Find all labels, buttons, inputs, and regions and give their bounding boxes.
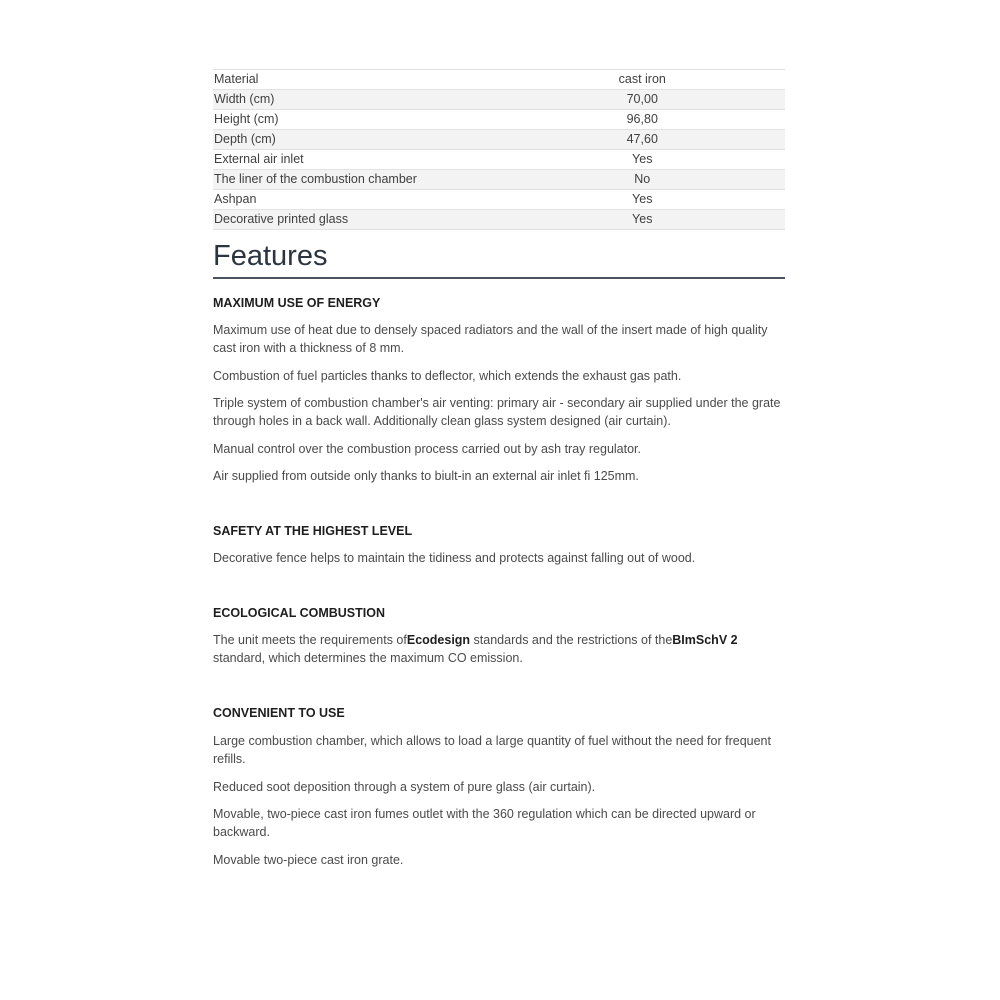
spec-table <box>213 69 785 230</box>
section-heading-energy: MAXIMUM USE OF ENERGY <box>213 296 381 310</box>
paragraph: Triple system of combustion chamber's air venting: primary air - secondary air supplied under the grate through holes in a back wall. Additionally clean glass system designed (air curtain). <box>213 396 781 428</box>
section-heading-ecological: ECOLOGICAL COMBUSTION <box>213 606 385 620</box>
paragraph: Air supplied from outside only thanks to biult-in an external air inlet fi 125mm. <box>213 469 639 483</box>
spec-label: Material <box>214 72 259 86</box>
text: standard, which determines the maximum CO emission. <box>213 651 523 665</box>
spec-value: Yes <box>632 212 653 226</box>
spec-value: Yes <box>632 152 653 166</box>
paragraph-ecodesign <box>213 631 785 667</box>
paragraph: Reduced soot deposition through a system of pure glass (air curtain). <box>213 780 596 794</box>
paragraph: Maximum use of heat due to densely spaced radiators and the wall of the insert made of high quality cast iron with a thickness of 8 mm. <box>213 323 768 355</box>
spec-row <box>213 190 785 210</box>
spec-label: Depth (cm) <box>214 132 276 146</box>
paragraph: Decorative fence helps to maintain the tidiness and protects against falling out of wood. <box>213 551 696 565</box>
spec-row <box>213 150 785 170</box>
bold-term-bimschv: BImSchV 2 <box>672 633 738 647</box>
spec-row <box>213 210 785 230</box>
spec-row <box>213 130 785 150</box>
bold-term-ecodesign: Ecodesign <box>406 633 471 647</box>
spec-label: The liner of the combustion chamber <box>214 172 417 186</box>
paragraph: Movable two-piece cast iron grate. <box>213 853 404 867</box>
spec-value: 47,60 <box>626 132 658 146</box>
spec-value: 70,00 <box>626 92 658 106</box>
features-title: Features <box>213 240 328 272</box>
spec-value: cast iron <box>618 72 666 86</box>
spec-row <box>213 110 785 130</box>
spec-value: 96,80 <box>626 112 658 126</box>
spec-row <box>213 170 785 190</box>
paragraph: Large combustion chamber, which allows to load a large quantity of fuel without the need for frequent refills. <box>213 734 771 766</box>
spec-value: No <box>634 172 651 186</box>
paragraph: Manual control over the combustion process carried out by ash tray regulator. <box>213 442 641 456</box>
paragraph: Movable, two-piece cast iron fumes outlet with the 360 regulation which can be directed upward or backward. <box>213 807 756 839</box>
spec-label: Decorative printed glass <box>214 212 349 226</box>
spec-label: Height (cm) <box>214 112 279 126</box>
spec-row <box>213 90 785 110</box>
section-heading-safety: SAFETY AT THE HIGHEST LEVEL <box>213 524 413 538</box>
spec-label: External air inlet <box>214 152 304 166</box>
section-heading-convenient: CONVENIENT TO USE <box>213 706 345 720</box>
spec-value: Yes <box>632 192 653 206</box>
text: standards and the restrictions of the <box>470 633 673 647</box>
text: The unit meets the requirements of <box>213 633 407 647</box>
spec-label: Ashpan <box>214 192 257 206</box>
features-divider <box>213 277 785 279</box>
spec-row <box>213 70 785 90</box>
spec-label: Width (cm) <box>214 92 275 106</box>
paragraph: Combustion of fuel particles thanks to deflector, which extends the exhaust gas path. <box>213 369 682 383</box>
